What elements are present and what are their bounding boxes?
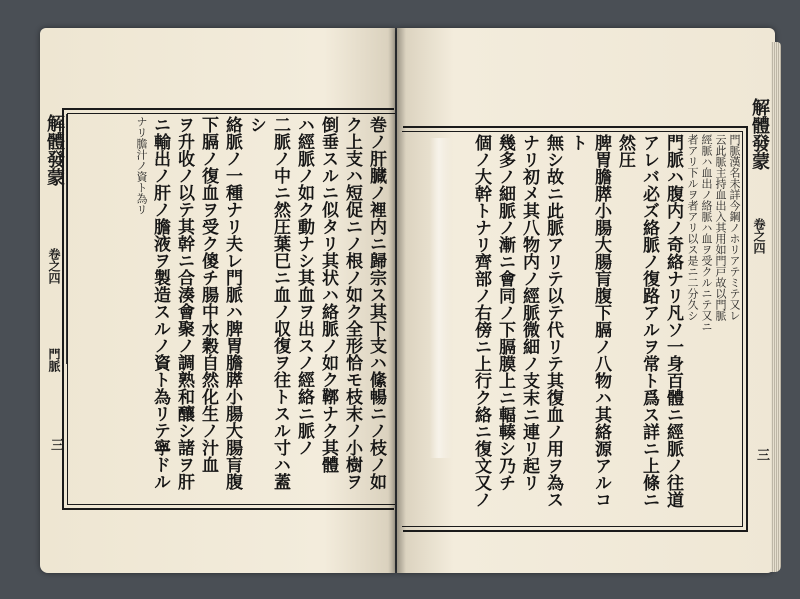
- text-column: 無シ故ニ此脈アリテ以テ代リテ其復血ノ用ヲ為ス: [543, 134, 563, 508]
- text-column: ハ經脈ノ如ク動ナシ其血ヲ出スノ經絡ニ脈ノ: [294, 116, 314, 456]
- annotation-column: 者アリ下ルヲ者アリ以ス是ニ二分久シ: [686, 134, 699, 321]
- text-column: アレバ必ズ絡脈ノ復路アルヲ常ト爲ス詳ニ上條ニ然圧: [615, 134, 659, 508]
- left-page: [40, 28, 395, 573]
- left-section-label: 門脈: [47, 348, 61, 372]
- right-chapter-label: 卷之四: [752, 218, 766, 254]
- text-column: 下膈ノ復血ヲ受ク傻チ腸中水穀自然化生ノ汁血: [198, 116, 218, 473]
- text-column: 絡脈ノ一種ナリ夫レ門脈ハ脾胃膽膵小腸大腸肓腹: [222, 116, 242, 490]
- annotation-column: 經脈ハ血出ノ絡脈ハ血ヲ受クルニテ又ニ: [700, 134, 713, 332]
- left-text-columns: [70, 116, 388, 500]
- left-folio-number: 三: [48, 438, 63, 451]
- right-book-title: 解體發蒙: [749, 98, 770, 170]
- right-page: [397, 28, 775, 573]
- book-gutter: [388, 28, 406, 573]
- text-column: 二脈ノ中ニ然圧葉巳ニ血ノ収復ヲ往トスル寸ハ蓋シ: [246, 116, 290, 490]
- paper-wear: [430, 138, 452, 458]
- text-column: 幾多ノ細脈ノ漸ニ會同ノ下膈膜上ニ輻輳シ乃チ: [495, 134, 515, 491]
- text-column: 個ノ大幹トナリ齊部ノ右傍ニ上行ク絡ニ復文又ノ: [471, 134, 491, 508]
- right-folio-number: 三: [754, 448, 769, 461]
- text-column: ク上支ハ短促ニノ根ノ如ク全形恰モ枝末ノ小樹ヲ: [342, 116, 362, 490]
- right-text-columns: [409, 134, 741, 522]
- text-column: ナリ初メ其八物内ノ經脈微細ノ支末ニ連リ起リ: [519, 134, 539, 491]
- left-chapter-label: 卷之四: [47, 248, 61, 284]
- page-edge-stack: [771, 42, 781, 572]
- text-column: ヲ升收ノ以テ其幹ニ合湊會聚ノ調熟和釀シ諸ヲ肝: [174, 116, 194, 490]
- annotation-column: 門脈漢名未詳今鋼ノホリアテミテ又レ: [728, 134, 741, 321]
- text-column: 倒垂スルニ似タリ其状ハ絡脈ノ如ク鞹ナク其體: [318, 116, 338, 473]
- left-book-title: 解體發蒙: [44, 114, 67, 364]
- text-column: 脾胃膽膵小腸大腸肓腹下膈ノ八物ハ其絡源アルコト: [567, 134, 611, 508]
- text-column: ニ輸出ノ肝ノ膽液ヲ製造スルノ資ト為リテ寧ドル: [150, 116, 170, 490]
- text-column: 巻ノ肝臓ノ裡内ニ歸宗ス其下支ハ絛暢ニノ枝ノ如: [366, 116, 386, 490]
- text-column: ナリ膽汁ノ資ト為リ: [135, 116, 148, 215]
- text-column: 門脈ハ腹内ノ奇絡ナリ凡ソ一身百體ニ經脈ノ往道: [663, 134, 683, 508]
- open-book: [40, 18, 780, 583]
- annotation-column: 云此脈主持血出入其用如門戸故以門脈: [714, 134, 727, 321]
